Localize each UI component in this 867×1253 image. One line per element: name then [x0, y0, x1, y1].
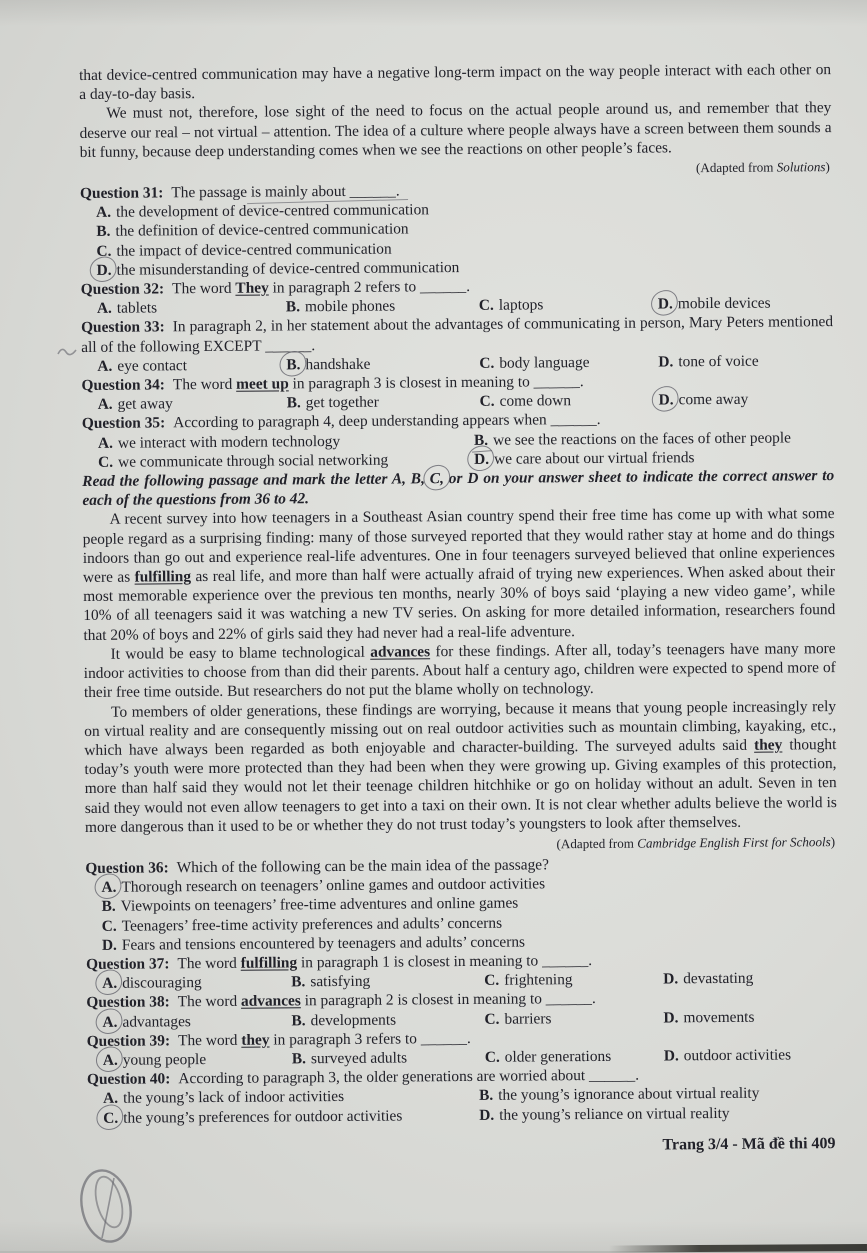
pencil-circled-answer: D. — [96, 261, 112, 279]
option-a: A. the young’s lack of indoor activities — [103, 1088, 345, 1108]
option-d: D. the misunderstanding of device-centred communication — [96, 258, 460, 279]
option-c: C. the young’s preferences for outdoor activities — [103, 1107, 403, 1127]
option-b: B. we see the reactions on the faces of other people — [473, 429, 791, 449]
question-40-text: Question 40: According to paragraph 3, the older generations are worried about ______. — [86, 1066, 640, 1089]
question-39 — [87, 1026, 839, 1070]
keyword: they — [241, 1031, 270, 1049]
question-36-text: Question 36: Which of the following can be the main idea of the passage? — [85, 856, 549, 877]
question-number: Question 40: — [86, 1070, 171, 1089]
option-d: D. the young’s reliance on virtual reality — [479, 1104, 730, 1124]
question-37 — [86, 949, 838, 993]
option-d: D. devastating — [663, 969, 754, 988]
question-33-text: Question 33: In paragraph 2, in her statement about the advantages of communicating in person, Mary Peters mentioned all of the following EXCEPT ______. — [80, 313, 834, 356]
keyword-fulfilling: fulfilling — [134, 568, 192, 586]
question-34-text: Question 34: The word meet up in paragraph 3 is closest in meaning to ______. — [81, 373, 584, 395]
blank: ______. — [533, 373, 584, 391]
pencil-circled-answer: A. — [101, 878, 117, 896]
question-38 — [86, 987, 838, 1031]
option-d: D. outdoor activities — [663, 1046, 792, 1065]
option-a: A. Thorough research on teenagers’ online games and outdoor activities — [101, 875, 546, 896]
option-c: C. we communicate through social networking — [98, 451, 389, 471]
question-35 — [82, 409, 834, 473]
option-a: A. eye contact — [97, 357, 188, 375]
pencil-circled-answer: A. — [102, 1051, 118, 1069]
keyword: meet up — [236, 375, 289, 393]
options-list — [85, 872, 838, 955]
option-a: A. tablets — [96, 299, 158, 318]
question-32-text: Question 32: The word They in paragraph 2 refers to ______. — [80, 277, 471, 299]
keyword: advances — [240, 992, 301, 1011]
pencil-marked-letter: B. — [473, 431, 489, 449]
passage-text: We must not, therefore, lose sight of the need to focus on the actual people around us, and remember that they deserve our real – not virtual – attention. The idea of a culture where people always have a screen between them sounds a bit funny, because deep understanding comes when we see the reactions on other people’s faces. — [79, 99, 832, 161]
option-a: A. advantages — [102, 1012, 191, 1031]
option-c: C. body language — [479, 353, 590, 372]
option-c: C. come down — [479, 392, 572, 411]
blank: ______. — [550, 411, 601, 429]
source-title: Solutions — [776, 159, 826, 175]
blank: ______. — [420, 1029, 471, 1048]
blank: ______. — [588, 1066, 640, 1085]
question-number: Question 39: — [86, 1032, 171, 1050]
pencil-doodle — [76, 1158, 140, 1250]
passage-text: that device-centred communication may have a negative long-term impact on the way people interact with each other on a day-to-day basis. — [79, 61, 832, 104]
pencil-circled-answer: A. — [102, 974, 118, 992]
option-a: A. we interact with modern technology — [97, 432, 341, 452]
option-b: B. mobile phones — [285, 297, 396, 316]
question-32 — [81, 274, 833, 318]
question-40 — [87, 1064, 839, 1128]
passage2-paragraph-1: A recent survey into how teenagers in a Southeast Asian country spend their free time has come up with what some people regard as a surprising finding: many of those surveyed reported that they would rather stay at home and do things indoors than go out and experience real-life adventures. One in four teenagers surveyed believed that online experiences were as fulfilling as real life, and more than half were actually afraid of trying new experiences. When asked about their most memorable experience over the previous ten months, nearly 30% of boys said ‘playing a new video game’, while 10% of all teenagers said it was watching a new TV series. On asking for more detailed information, researchers found that 20% of boys and 22% of girls said they had never had a real-life adventure. — [82, 505, 836, 644]
question-31-text: Question 31: The passage is mainly about ______. — [79, 182, 400, 203]
pencil-circled-answer: B. — [286, 356, 301, 374]
question-number: Question 34: — [81, 376, 165, 395]
option-c: C. barriers — [484, 1009, 552, 1028]
option-c: C. the impact of device-centred communication — [96, 240, 392, 260]
keyword-advances: advances — [370, 643, 431, 661]
question-34 — [81, 370, 833, 414]
options-grid — [87, 1083, 839, 1127]
question-38-text: Question 38: The word advances in paragraph 2 is closest in meaning to ______. — [86, 990, 596, 1012]
options-list — [80, 197, 833, 280]
option-d: D. movements — [663, 1008, 755, 1026]
pencil-squiggle — [56, 344, 78, 360]
pencil-circled-answer: D. — [474, 450, 490, 468]
scan-edge-shadow — [609, 1244, 867, 1253]
question-37-text: Question 37: The word fulfilling in paragraph 1 is closest in meaning to ______. — [85, 951, 593, 973]
section-instructions: Read the following passage and mark the letter A, B, C, or D on your answer sheet to indicate the correct answer to each of the questions from 36 to 42. — [82, 467, 835, 510]
blank: ______. — [541, 951, 593, 970]
question-number: Question 33: — [80, 318, 165, 337]
page-footer: Trang 3/4 - Mã đề thi 409 — [662, 1134, 836, 1154]
passage1-paragraph-2 — [79, 98, 831, 162]
option-b: B. handshake — [286, 355, 371, 374]
question-39-text: Question 39: The word they in paragraph 3 refers to ______. — [86, 1029, 471, 1050]
option-c: C. frightening — [484, 971, 573, 989]
passage2-paragraph-2: It would be easy to blame technological advances for these findings. After all, today’s teenagers have many more indoor activities to choose from than did their parents. About half a century ago, children were expected to spend more of their free time outside. But researchers do not put the blame wholly on technology. — [83, 639, 836, 702]
option-d: D. come away — [658, 391, 749, 409]
pencil-circled-answer: C. — [103, 1109, 119, 1127]
passage2-paragraph-3: To members of older generations, these findings are worrying, because it means that young people increasingly rely on virtual reality and are consequently missing out on real outdoor activities such as mountain climbing, kayaking, etc., which have always been regarded as both enjoyable and character-building. The surveyed adults said they thought today’s youth were more protected than they had been when they were growing up. Giving examples of this protection, more than half said they would not let their teenage children hitchhike or go on holiday without an adult. Seven in ten said they would not even allow teenagers to get into a taxi on their own. It is not clear whether adults believe the world is more dangerous than it used to be or whether they do not trust today’s youngsters to look after themselves. — [84, 697, 837, 836]
blank: ______. — [545, 990, 596, 1008]
passage2-source: (Adapted from Cambridge English First for Schools) — [556, 834, 836, 852]
passage1-source: (Adapted from Solutions) — [695, 159, 830, 176]
question-33 — [81, 313, 833, 377]
option-a: A. young people — [102, 1050, 207, 1069]
question-number: Question 31: — [79, 184, 164, 203]
option-d: D. tone of voice — [658, 352, 759, 371]
pencil-circled-answer: A. — [102, 1013, 118, 1031]
pencil-marked-letter: C, — [429, 470, 444, 488]
pencil-underline: is mainly about ______. — [250, 182, 400, 201]
option-d: D. we care about our virtual friends — [474, 449, 695, 468]
pencil-circled-answer: D. — [658, 391, 674, 409]
option-a: A. discouraging — [102, 974, 202, 992]
option-b: B. the young’s ignorance about virtual reality — [479, 1085, 760, 1105]
option-c: C. Teenagers’ free-time activity preferences and adults’ concerns — [101, 914, 503, 935]
passage1-paragraph-continued — [79, 60, 831, 104]
option-d: D. Fears and tensions encountered by teenagers and adults’ concerns — [101, 933, 526, 954]
option-a: A. the development of device-centred communication — [96, 201, 430, 222]
question-number: Question 36: — [85, 859, 169, 877]
source-title: Cambridge English First for Schools — [637, 834, 831, 851]
option-b: B. developments — [291, 1011, 397, 1029]
question-35-text: Question 35: According to paragraph 4, deep understanding appears when ______. — [81, 411, 601, 433]
question-number: Question 37: — [85, 955, 170, 973]
question-31 — [80, 178, 833, 280]
keyword-they: they — [754, 736, 783, 754]
keyword: fulfilling — [240, 954, 298, 972]
question-number: Question 32: — [80, 280, 165, 299]
option-b: B. surveyed adults — [291, 1049, 408, 1068]
option-b: B. Viewpoints on teenagers’ free-time adventures and online games — [101, 894, 519, 916]
option-b: B. get together — [286, 393, 379, 412]
blank: ______. — [265, 336, 316, 355]
option-b: B. satisfying — [291, 972, 371, 991]
option-c: C. laptops — [478, 296, 544, 315]
pencil-circled-answer: D. — [657, 295, 673, 313]
blank: ______. — [349, 182, 400, 200]
blank: ______. — [419, 277, 471, 296]
option-a: A. get away — [97, 395, 173, 414]
options-grid — [82, 428, 834, 472]
question-36 — [85, 853, 838, 955]
keyword: They — [235, 279, 269, 297]
option-c: C. older generations — [484, 1047, 612, 1066]
option-d: D. mobile devices — [657, 294, 771, 313]
page-content — [79, 60, 840, 1160]
question-number: Question 38: — [86, 993, 170, 1012]
question-number: Question 35: — [81, 414, 166, 433]
option-b: B. the definition of device-centred communication — [96, 220, 409, 241]
